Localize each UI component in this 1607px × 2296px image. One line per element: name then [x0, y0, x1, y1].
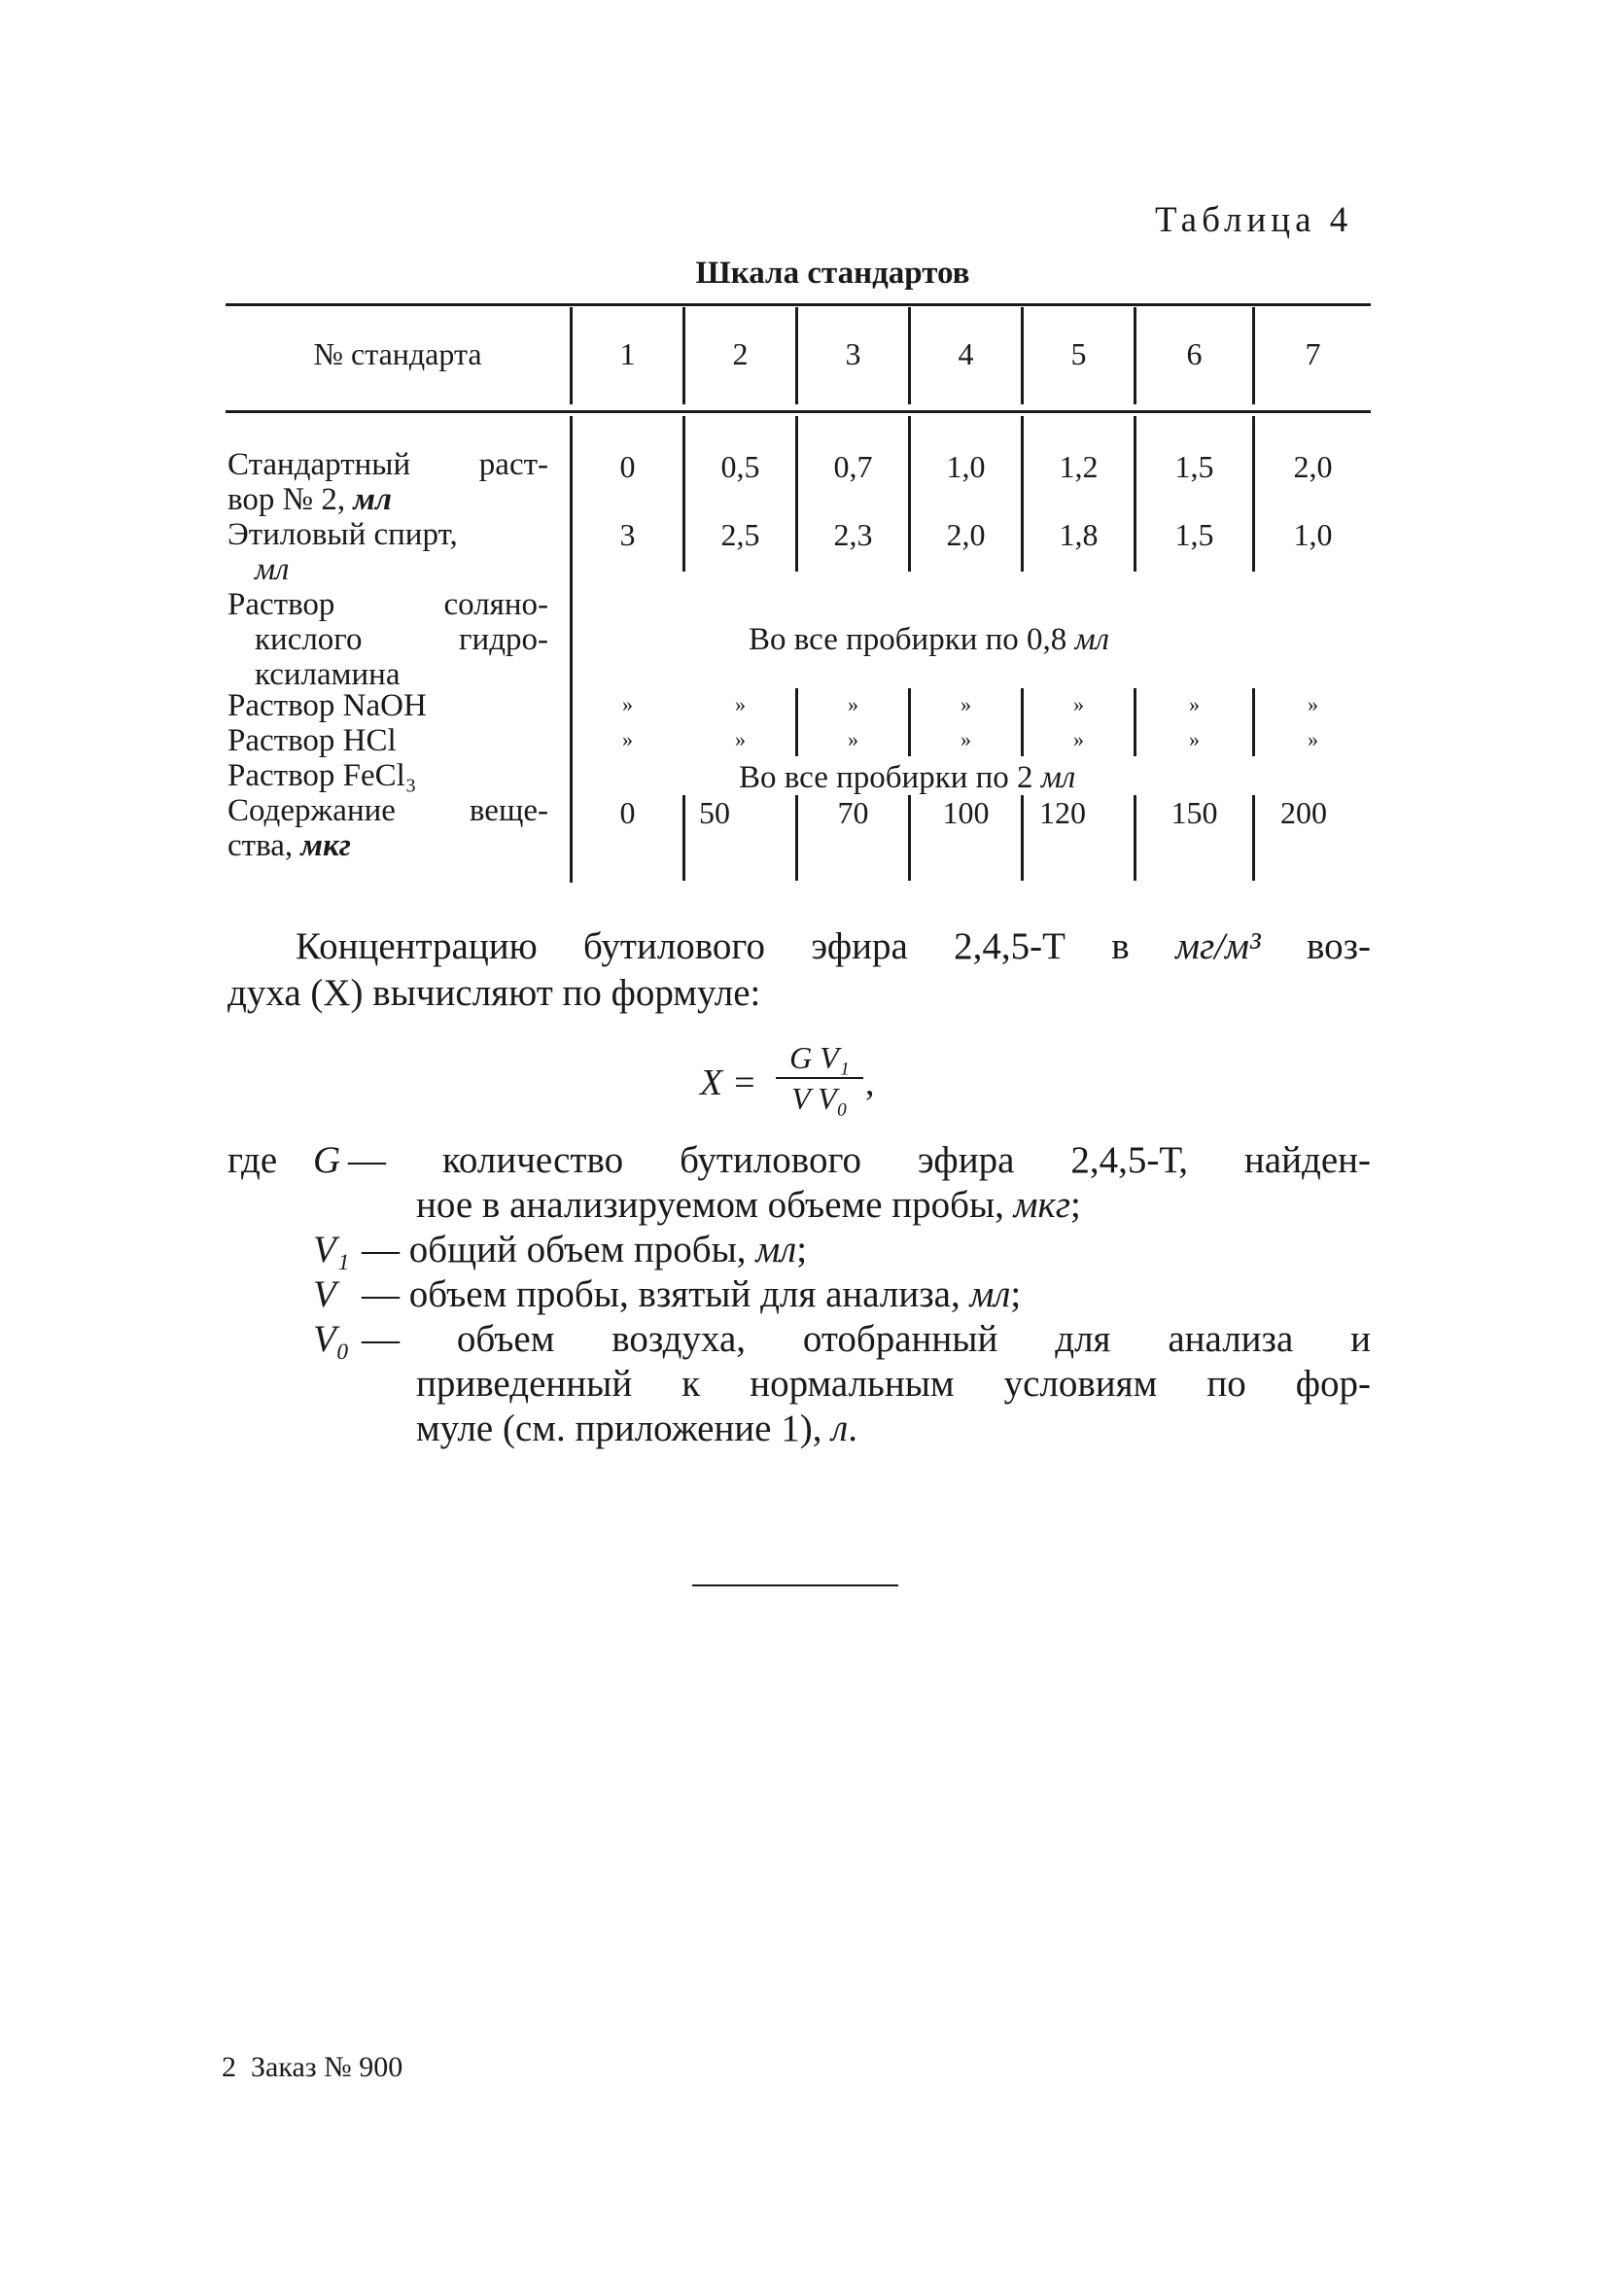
naoh-mark: »: [1308, 692, 1318, 716]
def-v0-symbol: V₀: [313, 1318, 350, 1360]
std-solution-value: 0: [619, 449, 636, 484]
def-g-line1: — количество бутилового эфира 2,4,5-Т, найден-: [348, 1139, 1371, 1181]
def-v-line: — объем пробы, взятый для анализа, мл;: [362, 1273, 1022, 1315]
header-label: № стандарта: [313, 336, 482, 371]
row-label-hcl: Раствор HCl: [227, 723, 397, 758]
content-value: 70: [837, 795, 869, 830]
hcl-mark: »: [1308, 727, 1318, 751]
column-header: 7: [1305, 336, 1321, 371]
intro-line-1: Концентрацию бутилового эфира 2,4,5-Т в мг/м³ воз-: [296, 925, 1372, 967]
std-solution-value: 2,0: [1293, 449, 1333, 484]
def-g-symbol: G: [313, 1139, 341, 1181]
row-label-std-solution: Стандартный раст- вор № 2, мл: [227, 447, 548, 517]
table-title: Шкала стандартов: [695, 256, 970, 291]
def-g-line2: ное в анализируемом объеме пробы, мкг;: [416, 1184, 1081, 1226]
hcl-mark: »: [961, 727, 971, 751]
std-solution-value: 0,7: [833, 449, 873, 484]
ethanol-value: 2,0: [946, 517, 986, 552]
row-label-ethanol: Этиловый спирт, мл: [227, 517, 458, 587]
naoh-mark: »: [622, 692, 633, 716]
std-solution-value: 1,2: [1059, 449, 1099, 484]
def-v0-line2: приведенный к нормальным условиям по фор-: [416, 1363, 1371, 1405]
def-v0-line3: муле (см. приложение 1), л.: [416, 1408, 857, 1449]
table-caption: Таблица 4: [1155, 200, 1353, 240]
naoh-mark: »: [1189, 692, 1200, 716]
content-value: 120: [1039, 795, 1086, 830]
naoh-mark: »: [961, 692, 971, 716]
row-label-naoh: Раствор NaOH: [227, 688, 427, 723]
def-v-symbol: V: [313, 1273, 336, 1315]
def-v0-line1: — объем воздуха, отобранный для анализа и: [362, 1318, 1371, 1360]
hcl-mark: »: [735, 727, 746, 751]
content-value: 50: [699, 795, 730, 830]
ethanol-value: 1,0: [1293, 517, 1333, 552]
column-header: 1: [619, 336, 636, 371]
std-solution-value: 1,0: [946, 449, 986, 484]
row-label-content: Содержание веще- ства, мкг: [227, 793, 548, 863]
formula-lhs: X =: [700, 1062, 757, 1103]
hcl-mark: »: [622, 727, 633, 751]
column-header: 2: [732, 336, 749, 371]
std-solution-value: 1,5: [1174, 449, 1214, 484]
table-header-rule: [226, 410, 1371, 413]
hcl-mark: »: [848, 727, 858, 751]
where-word: где: [227, 1139, 278, 1181]
naoh-mark: »: [1073, 692, 1084, 716]
column-header: 3: [845, 336, 861, 371]
ethanol-value: 2,5: [720, 517, 760, 552]
fecl3-span: Во все пробирки по 2 мл: [739, 760, 1076, 795]
section-end-rule: [692, 1584, 898, 1586]
formula-denominator: V V₀: [791, 1081, 848, 1116]
hcl-mark: »: [1073, 727, 1084, 751]
page-footer: 2 Заказ № 900: [222, 2051, 403, 2083]
ethanol-value: 1,8: [1059, 517, 1099, 552]
column-header: 6: [1186, 336, 1203, 371]
def-v1-line: — общий объем пробы, мл;: [362, 1229, 808, 1270]
ethanol-value: 3: [619, 517, 636, 552]
content-value: 150: [1170, 795, 1218, 830]
formula-numerator: G V₁: [776, 1038, 863, 1079]
row-label-hydroxylamine: Раствор соляно- кислого гидро- ксиламина: [227, 587, 548, 692]
column-header: 5: [1070, 336, 1087, 371]
formula-fraction: [776, 1038, 863, 1118]
std-solution-value: 0,5: [720, 449, 760, 484]
content-value: 0: [619, 795, 636, 830]
content-value: 100: [942, 795, 990, 830]
table-top-rule: [226, 303, 1371, 306]
def-v1-symbol: V₁: [313, 1229, 350, 1270]
hydroxylamine-span: Во все пробирки по 0,8 мл: [749, 622, 1110, 657]
row-label-fecl3: Раствор FeCl₃: [227, 758, 417, 793]
naoh-mark: »: [735, 692, 746, 716]
column-header: 4: [958, 336, 974, 371]
naoh-mark: »: [848, 692, 858, 716]
hcl-mark: »: [1189, 727, 1200, 751]
content-value: 200: [1280, 795, 1327, 830]
ethanol-value: 1,5: [1174, 517, 1214, 552]
formula-tail: ,: [865, 1062, 875, 1103]
intro-line-2: духа (X) вычисляют по формуле:: [227, 972, 761, 1014]
ethanol-value: 2,3: [833, 517, 873, 552]
